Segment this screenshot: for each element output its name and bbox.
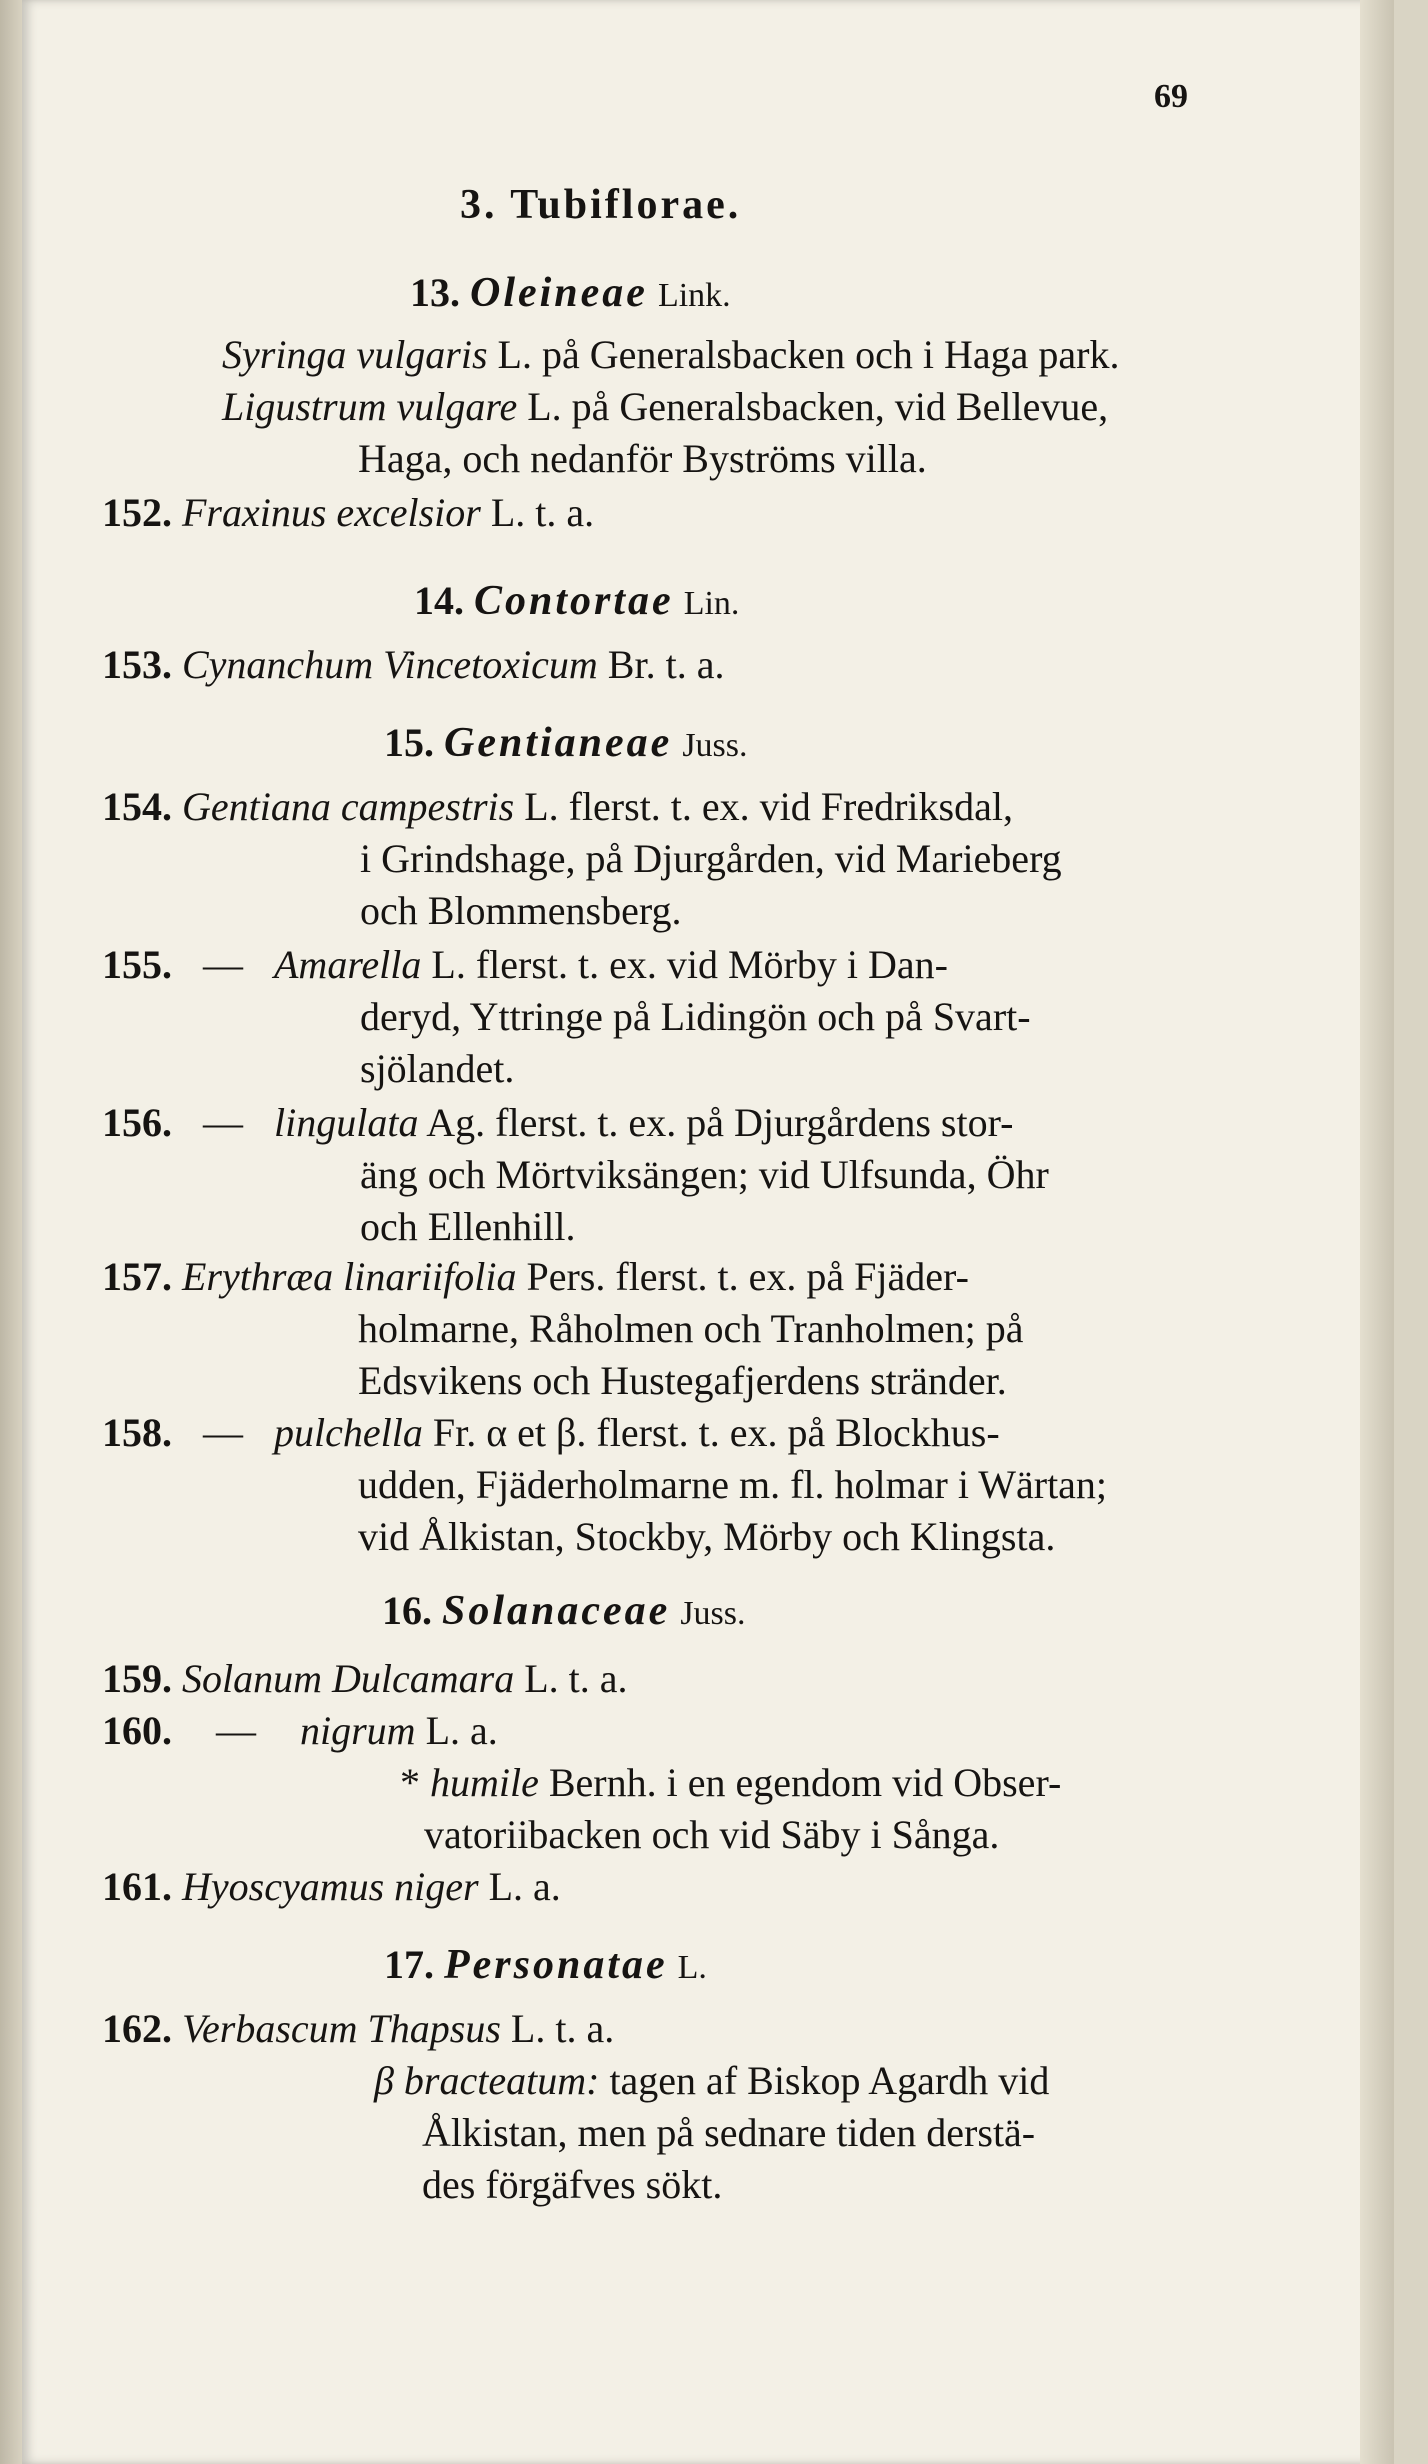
entry-humile — [400, 1758, 1061, 1808]
page-edge-left — [0, 0, 22, 2464]
section-heading: 3. Tubiflorae. — [460, 182, 742, 228]
entry-text: Br. t. a. — [597, 642, 725, 687]
entry-text: L. på Generalsbacken, vid Bellevue, — [517, 384, 1109, 429]
entry-text: L. a. — [478, 1864, 561, 1909]
family-heading-solanaceae — [382, 1586, 746, 1639]
entry-154 — [102, 782, 1013, 832]
species-name: Amarella — [274, 942, 422, 987]
entry-continuation: och Blommensberg. — [360, 888, 682, 933]
entry-syringa — [222, 330, 1119, 380]
entry-158 — [102, 1408, 1000, 1458]
species-name: Erythræa linariifolia — [182, 1254, 517, 1299]
entry-continuation: äng och Mörtviksängen; vid Ulfsunda, Öhr — [360, 1152, 1049, 1197]
family-author: L. — [677, 1949, 707, 1986]
entry-continuation: deryd, Yttringe på Lidingön och på Svart- — [360, 994, 1031, 1039]
entry-153 — [102, 640, 724, 690]
family-name: Contortae — [474, 578, 674, 624]
family-number: 15. — [384, 720, 434, 765]
species-name: humile — [430, 1760, 539, 1805]
entry-text: L. t. a. — [514, 1656, 628, 1701]
family-heading-oleineae — [410, 268, 731, 321]
entry-continuation: sjölandet. — [360, 1046, 515, 1091]
species-name: Solanum Dulcamara — [182, 1656, 515, 1701]
species-name: Fraxinus excelsior — [182, 490, 481, 535]
entry-continuation: Edsvikens och Hustegafjerdens stränder. — [358, 1358, 1007, 1403]
family-number: 14. — [414, 578, 464, 623]
ditto-dash: — — [203, 1100, 243, 1145]
entry-162 — [102, 2004, 614, 2054]
species-name: Syringa vulgaris — [222, 332, 488, 377]
entry-text: Bernh. i en egendom vid Obser- — [538, 1760, 1062, 1805]
entry-continuation: och Ellenhill. — [360, 1204, 576, 1249]
family-author: Lin. — [683, 585, 740, 622]
entry-continuation: holmarne, Råholmen och Tranholmen; på — [358, 1306, 1024, 1351]
variety-marker: β — [374, 2058, 394, 2103]
species-name: Cynanchum Vincetoxicum — [182, 642, 598, 687]
entry-continuation: Haga, och nedanför Byströms villa. — [358, 436, 927, 481]
entry-text: Fr. α et β. flerst. t. ex. på Blockhus- — [422, 1410, 1000, 1455]
family-number: 13. — [410, 270, 460, 315]
species-name: Verbascum Thapsus — [182, 2006, 501, 2051]
entry-text: L. t. a. — [480, 490, 595, 535]
entry-continuation: i Grindshage, på Djurgården, vid Marieberg — [360, 836, 1062, 881]
entry-161 — [102, 1862, 561, 1912]
entry-text: L. t. a. — [500, 2006, 615, 2051]
family-heading-gentianeae — [384, 718, 748, 771]
entry-continuation: Ålkistan, men på sednare tiden derstä- — [422, 2110, 1036, 2155]
entry-157 — [102, 1252, 969, 1302]
page-edge-right — [1360, 0, 1394, 2464]
family-heading-contortae — [414, 576, 739, 629]
entry-bracteatum — [374, 2056, 1049, 2106]
family-name: Gentianeae — [444, 720, 673, 766]
species-name: lingulata — [274, 1100, 419, 1145]
species-name: nigrum — [300, 1708, 416, 1753]
species-name: pulchella — [274, 1410, 423, 1455]
ditto-dash: — — [203, 1410, 243, 1455]
entry-text: L. flerst. t. ex. vid Fredriksdal, — [514, 784, 1013, 829]
family-number: 16. — [382, 1588, 432, 1633]
family-author: Juss. — [682, 727, 748, 764]
entry-ligustrum — [222, 382, 1108, 432]
entry-number: 158. — [102, 1410, 172, 1455]
entry-159 — [102, 1654, 628, 1704]
page-number: 69 — [1154, 78, 1188, 115]
variety-name: bracteatum: — [403, 2058, 600, 2103]
entry-text: L. flerst. t. ex. vid Mörby i Dan- — [421, 942, 948, 987]
entry-text: L. på Generalsbacken och i Haga park. — [487, 332, 1120, 377]
entry-continuation: vatoriibacken och vid Säby i Sånga. — [424, 1812, 1000, 1857]
ditto-dash: — — [203, 942, 243, 987]
entry-160 — [102, 1706, 498, 1756]
entry-155 — [102, 940, 948, 990]
entry-text: Ag. flerst. t. ex. på Djurgårdens stor- — [418, 1100, 1014, 1145]
entry-text: Pers. flerst. t. ex. på Fjäder- — [516, 1254, 969, 1299]
ditto-dash: — — [216, 1708, 256, 1753]
family-author: Link. — [657, 277, 731, 314]
star-marker: * — [400, 1760, 420, 1805]
entry-156 — [102, 1098, 1013, 1148]
book-page — [22, 0, 1394, 2464]
family-author: Juss. — [680, 1595, 746, 1632]
species-name: Ligustrum vulgare — [222, 384, 518, 429]
entry-continuation: vid Ålkistan, Stockby, Mörby och Klingsta. — [358, 1514, 1056, 1559]
entry-number: 162. — [102, 2006, 172, 2051]
species-name: Hyoscyamus niger — [182, 1864, 479, 1909]
entry-number: 161. — [102, 1864, 172, 1909]
entry-number: 152. — [102, 490, 172, 535]
entry-continuation: udden, Fjäderholmarne m. fl. holmar i Wärtan; — [358, 1462, 1108, 1507]
entry-number: 154. — [102, 784, 172, 829]
family-heading-personatae — [384, 1940, 707, 1993]
species-name: Gentiana campestris — [182, 784, 515, 829]
entry-continuation: des förgäfves sökt. — [422, 2162, 723, 2207]
family-number: 17. — [384, 1942, 434, 1987]
family-name: Personatae — [444, 1942, 668, 1988]
entry-number: 157. — [102, 1254, 172, 1299]
family-name: Oleineae — [470, 270, 648, 316]
entry-number: 160. — [102, 1708, 172, 1753]
entry-number: 153. — [102, 642, 172, 687]
entry-text: L. a. — [415, 1708, 498, 1753]
entry-number: 159. — [102, 1656, 172, 1701]
entry-number: 155. — [102, 942, 172, 987]
entry-152 — [102, 488, 594, 538]
entry-text: tagen af Biskop Agardh vid — [599, 2058, 1050, 2103]
entry-number: 156. — [102, 1100, 172, 1145]
family-name: Solanaceae — [442, 1588, 671, 1634]
